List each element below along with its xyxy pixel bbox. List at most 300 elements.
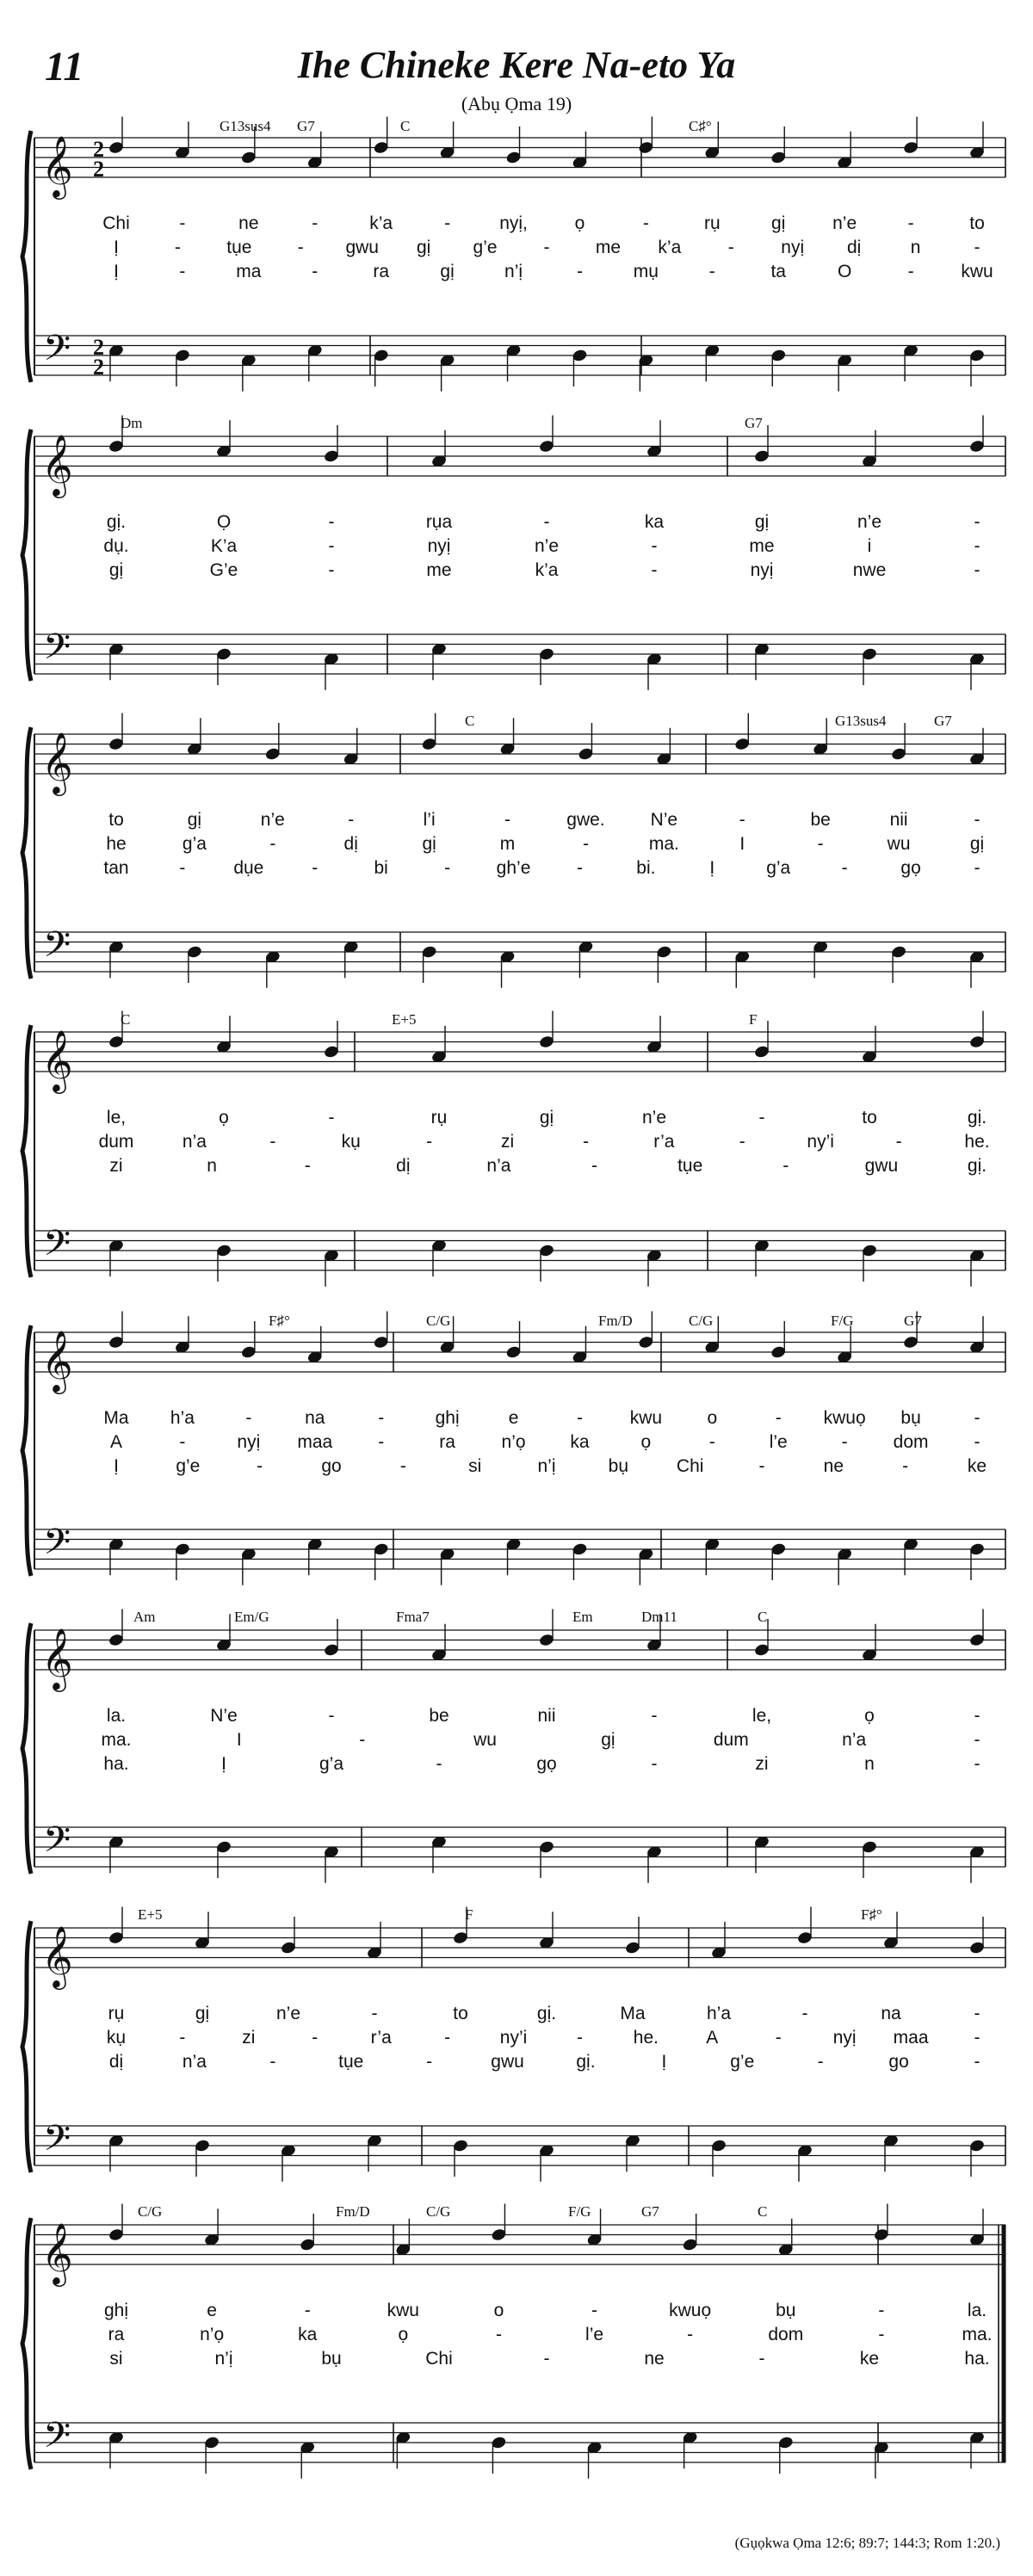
lyric-syllable: n’ọ: [200, 2325, 225, 2344]
lyric-syllable: maa: [297, 1432, 333, 1452]
chord-symbol: F/G: [831, 1313, 854, 1329]
lyric-syllable: Ị: [709, 858, 715, 878]
lyric-syllable: k’a: [369, 213, 393, 233]
bass-clef-icon: 𝄢: [43, 327, 71, 378]
lyric-syllable: dị: [343, 834, 358, 854]
chord-symbol: F♯°: [861, 1906, 882, 1923]
lyric-syllable: dị: [108, 2052, 124, 2072]
lyric-syllable: -: [782, 1156, 789, 1176]
bass-clef-icon: 𝄢: [43, 1521, 71, 1572]
lyric-syllable: -: [312, 858, 319, 878]
lyric-syllable: n’e: [832, 213, 857, 233]
lyric-syllable: g’a: [319, 1754, 344, 1774]
lyric-syllable: i: [867, 536, 872, 556]
lyric-syllable: -: [878, 2325, 885, 2344]
music-system: [22, 1609, 1005, 1883]
lyric-syllable: kụ: [106, 2028, 127, 2048]
lyric-syllable: gọ: [536, 1754, 557, 1774]
lyric-syllable: gwu: [491, 2052, 524, 2072]
lyric-syllable: gị.: [576, 2052, 596, 2072]
lyric-syllable: gị: [539, 1108, 554, 1127]
lyric-syllable: -: [543, 2349, 550, 2369]
chord-symbol: Em/G: [234, 1609, 269, 1625]
lyric-syllable: -: [974, 1408, 980, 1428]
lyric-syllable: zi: [500, 1132, 515, 1152]
chord-symbol: G7: [745, 415, 763, 431]
treble-clef-icon: 𝄞: [41, 731, 73, 794]
lyric-syllable: -: [444, 2028, 451, 2048]
lyric-syllable: to: [862, 1108, 877, 1127]
lyric-syllable: ka: [644, 512, 665, 532]
lyric-syllable: n’ị: [537, 1456, 556, 1476]
lyric-syllable: -: [974, 2052, 980, 2072]
time-signature-lower: 2: [93, 355, 104, 380]
lyric-syllable: -: [576, 262, 583, 281]
lyric-syllable: gị.: [967, 1156, 987, 1176]
treble-clef-icon: 𝄞: [41, 433, 73, 496]
lyric-syllable: -: [269, 834, 276, 854]
lyric-syllable: e: [508, 1408, 519, 1428]
lyric-syllable: Ị: [114, 1456, 119, 1476]
chord-symbol: Em: [572, 1609, 593, 1625]
chord-symbol: C: [121, 1011, 131, 1028]
lyric-syllable: ra: [373, 262, 390, 281]
lyric-syllable: -: [727, 238, 734, 257]
lyric-syllable: G’e: [209, 560, 238, 580]
lyric-syllable: gị.: [106, 512, 127, 532]
lyric-syllable: ke: [967, 1456, 987, 1476]
lyric-syllable: n’e: [260, 810, 285, 830]
lyric-syllable: n’e: [857, 512, 882, 532]
lyric-syllable: -: [576, 858, 583, 878]
lyric-syllable: -: [179, 858, 186, 878]
lyric-syllable: n: [910, 238, 921, 257]
lyric-syllable: g’e: [473, 238, 498, 257]
lyric-syllable: Ị: [114, 262, 119, 281]
lyric-syllable: N’e: [650, 810, 678, 830]
lyric-syllable: r’a: [370, 2028, 392, 2048]
chord-symbol: F/G: [568, 2203, 591, 2220]
lyric-syllable: h’a: [170, 1408, 195, 1428]
music-system: [22, 2203, 1005, 2479]
scripture-references: (Gụọkwa Ọma 12:6; 89:7; 144:3; Rom 1:20.): [734, 2535, 1000, 2551]
lyric-syllable: -: [708, 1432, 715, 1452]
lyric-syllable: n’ị: [504, 262, 523, 281]
lyric-syllable: -: [426, 1132, 433, 1152]
lyric-syllable: nii: [537, 1706, 556, 1726]
bass-clef-icon: 𝄢: [43, 1819, 71, 1869]
lyric-syllable: dụe: [233, 858, 264, 878]
lyric-syllable: kụ: [341, 1132, 361, 1152]
lyric-syllable: he.: [633, 2028, 659, 2048]
lyric-syllable: le,: [752, 1706, 772, 1726]
chord-symbol: C/G: [426, 1313, 451, 1329]
lyric-syllable: -: [359, 1730, 366, 1750]
lyric-syllable: l’e: [585, 2325, 604, 2344]
lyric-syllable: -: [304, 1156, 311, 1176]
lyric-syllable: m: [499, 834, 516, 854]
lyric-syllable: -: [179, 262, 186, 281]
lyric-syllable: -: [312, 262, 319, 281]
lyric-syllable: k’a: [658, 238, 682, 257]
chord-symbol: Am: [133, 1609, 156, 1625]
lyric-syllable: -: [495, 2325, 502, 2344]
lyric-syllable: -: [974, 238, 980, 257]
lyric-syllable: dụ.: [103, 536, 129, 556]
lyric-syllable: kwuọ: [669, 2301, 712, 2320]
lyric-syllable: -: [974, 1706, 980, 1726]
lyric-syllable: gị: [771, 213, 786, 233]
chord-symbol: C: [465, 713, 475, 729]
lyric-syllable: -: [269, 2052, 276, 2072]
lyric-syllable: me: [426, 560, 452, 580]
lyric-syllable: -: [576, 1408, 583, 1428]
lyric-syllable: bụ: [608, 1456, 629, 1476]
lyric-syllable: -: [974, 1432, 980, 1452]
lyric-syllable: -: [817, 834, 824, 854]
lyric-syllable: ma.: [101, 1730, 132, 1750]
lyric-syllable: zi: [755, 1754, 769, 1774]
lyric-syllable: h’a: [706, 2004, 732, 2023]
lyric-syllable: -: [974, 512, 980, 532]
lyric-syllable: kwu: [387, 2301, 420, 2320]
lyric-syllable: -: [642, 213, 649, 233]
chord-symbol: G13sus4: [220, 118, 271, 134]
lyric-syllable: ta: [770, 262, 786, 281]
lyric-syllable: gị: [187, 810, 202, 830]
lyric-syllable: nyị: [781, 238, 805, 257]
lyric-syllable: tụe: [226, 238, 252, 257]
lyric-syllable: nii: [889, 810, 908, 830]
lyric-syllable: ne: [644, 2349, 665, 2369]
treble-clef-icon: 𝄞: [41, 1924, 73, 1987]
lyric-syllable: ra: [108, 2325, 125, 2344]
lyric-syllable: bi.: [636, 858, 656, 878]
treble-clef-icon: 𝄞: [41, 1329, 73, 1392]
lyric-syllable: he: [106, 834, 127, 854]
lyric-syllable: na: [305, 1408, 325, 1428]
hymn-number: 11: [45, 44, 84, 90]
chord-symbol: C♯°: [689, 118, 712, 134]
lyric-syllable: -: [174, 238, 181, 257]
lyric-syllable: kwuọ: [823, 1408, 866, 1428]
lyric-syllable: bi: [374, 858, 388, 878]
hymn-subtitle: (Abụ Ọma 19): [461, 93, 572, 114]
lyric-syllable: tan: [103, 858, 129, 878]
chord-symbol: Fma7: [396, 1609, 430, 1625]
lyric-syllable: gị: [601, 1730, 615, 1750]
chord-symbol: G7: [297, 118, 315, 134]
music-system: [22, 415, 1005, 690]
lyric-syllable: -: [179, 2028, 186, 2048]
lyric-syllable: n’a: [182, 1132, 207, 1152]
lyric-syllable: Chi: [425, 2349, 453, 2369]
treble-clef-icon: 𝄞: [41, 1627, 73, 1690]
chord-symbol: G13sus4: [835, 713, 887, 729]
treble-clef-icon: 𝄞: [41, 1029, 73, 1091]
lyric-syllable: -: [878, 2301, 885, 2320]
lyric-syllable: kwu: [629, 1408, 663, 1428]
lyric-syllable: -: [687, 2325, 694, 2344]
lyric-syllable: si: [109, 2349, 123, 2369]
lyric-syllable: g’e: [730, 2052, 755, 2072]
chord-symbol: C: [400, 118, 411, 134]
lyric-syllable: g’e: [176, 1456, 201, 1476]
chord-symbol: F♯°: [269, 1313, 290, 1329]
lyric-syllable: n’a: [486, 1156, 511, 1176]
lyric-syllable: g’a: [766, 858, 791, 878]
lyric-syllable: rụa: [425, 512, 453, 532]
lyric-syllable: -: [974, 536, 980, 556]
lyric-syllable: -: [179, 1432, 186, 1452]
lyric-syllable: I: [236, 1730, 242, 1750]
chord-symbol: Fm/D: [598, 1313, 633, 1329]
lyric-syllable: gị.: [536, 2004, 557, 2023]
lyric-syllable: -: [312, 213, 319, 233]
lyric-syllable: gị: [440, 262, 455, 281]
music-system: [22, 1011, 1005, 1287]
lyric-syllable: -: [328, 560, 335, 580]
lyric-syllable: ọ: [219, 1108, 229, 1127]
lyric-syllable: Ma: [620, 2004, 646, 2023]
lyric-syllable: be: [810, 810, 831, 830]
lyric-syllable: ọ: [864, 1706, 875, 1726]
lyric-syllable: gwu: [864, 1156, 899, 1176]
lyric-syllable: mụ: [633, 262, 659, 281]
lyric-syllable: -: [304, 2301, 311, 2320]
lyric-syllable: -: [758, 2349, 765, 2369]
lyric-syllable: bụ: [776, 2301, 796, 2320]
chord-symbol: E+5: [392, 1011, 417, 1028]
lyric-syllable: nyị: [237, 1432, 261, 1452]
lyric-syllable: -: [444, 858, 451, 878]
time-signature-lower: 2: [93, 157, 104, 182]
lyric-syllable: r’a: [653, 1132, 675, 1152]
chord-symbol: C/G: [138, 2203, 163, 2220]
lyric-syllable: -: [651, 1754, 658, 1774]
lyric-syllable: dom: [768, 2325, 804, 2344]
chord-symbol: F: [465, 1906, 473, 1923]
lyric-syllable: -: [328, 1108, 335, 1127]
chord-symbol: C/G: [426, 2203, 451, 2220]
lyric-syllable: -: [576, 2028, 583, 2048]
lyric-syllable: -: [257, 1456, 263, 1476]
lyric-syllable: gị: [416, 238, 431, 257]
lyric-syllable: I: [739, 834, 745, 854]
lyric-syllable: Ị: [221, 1754, 226, 1774]
lyric-syllable: -: [801, 2004, 808, 2023]
lyric-syllable: gwu: [345, 238, 379, 257]
lyric-syllable: -: [739, 810, 745, 830]
lyric-syllable: -: [651, 560, 658, 580]
music-system: [22, 1906, 1005, 2182]
lyric-syllable: -: [504, 810, 511, 830]
lyric-syllable: -: [444, 213, 451, 233]
chord-symbol: F: [749, 1011, 758, 1028]
lyric-syllable: o: [707, 1408, 718, 1428]
lyric-syllable: g’a: [182, 834, 207, 854]
lyric-syllable: N’e: [210, 1706, 238, 1726]
lyric-syllable: -: [297, 238, 304, 257]
lyric-syllable: ma.: [648, 834, 679, 854]
lyric-syllable: gị: [108, 560, 124, 580]
lyric-syllable: -: [328, 1706, 335, 1726]
lyric-syllable: me: [595, 238, 622, 257]
lyric-syllable: rụ: [703, 213, 721, 233]
lyric-syllable: Ọ: [216, 512, 232, 532]
lyric-syllable: -: [378, 1408, 385, 1428]
lyric-syllable: -: [426, 2052, 433, 2072]
chord-symbol: Dm: [121, 415, 143, 431]
chord-symbol: G7: [904, 1313, 922, 1329]
lyric-syllable: -: [708, 262, 715, 281]
lyric-syllable: le,: [106, 1108, 127, 1127]
lyric-syllable: n’e: [275, 2004, 301, 2023]
lyric-syllable: -: [591, 1156, 598, 1176]
lyric-syllable: -: [651, 536, 658, 556]
lyric-syllable: l’i: [423, 810, 436, 830]
lyric-syllable: he.: [964, 1132, 990, 1152]
treble-clef-icon: 𝄞: [41, 134, 73, 197]
lyric-syllable: ha.: [964, 2349, 990, 2369]
lyric-syllable: l’e: [769, 1432, 788, 1452]
lyric-syllable: zi: [242, 2028, 256, 2048]
chord-symbol: C: [758, 2203, 768, 2220]
lyric-syllable: -: [974, 1730, 980, 1750]
lyric-syllable: to: [108, 810, 124, 830]
lyric-syllable: ne: [823, 1456, 844, 1476]
lyric-syllable: n: [864, 1754, 875, 1774]
lyric-syllable: Chi: [102, 213, 130, 233]
lyric-syllable: ka: [298, 2325, 318, 2344]
lyric-syllable: n’ọ: [501, 1432, 526, 1452]
lyric-syllable: rụ: [430, 1108, 448, 1127]
lyric-syllable: ọ: [640, 1432, 652, 1452]
lyric-syllable: -: [895, 1132, 902, 1152]
lyric-syllable: gh’e: [496, 858, 531, 878]
lyric-syllable: -: [775, 2028, 782, 2048]
lyric-syllable: dị: [846, 238, 862, 257]
lyric-syllable: ne: [238, 213, 259, 233]
lyric-syllable: ọ: [574, 213, 585, 233]
lyric-syllable: maa: [893, 2028, 929, 2048]
lyric-syllable: -: [974, 2004, 980, 2023]
lyric-syllable: -: [348, 810, 355, 830]
lyric-syllable: go: [321, 1456, 342, 1476]
lyric-syllable: ka: [570, 1432, 590, 1452]
lyric-syllable: gị: [969, 834, 985, 854]
bass-clef-icon: 𝄢: [43, 2117, 71, 2168]
lyric-syllable: -: [775, 1408, 782, 1428]
lyric-syllable: nyị: [750, 560, 774, 580]
lyric-syllable: o: [493, 2301, 504, 2320]
lyric-syllable: -: [739, 1132, 745, 1152]
lyric-syllable: -: [245, 1408, 252, 1428]
lyric-syllable: -: [582, 834, 589, 854]
lyric-syllable: n’ị: [214, 2349, 233, 2369]
bass-clef-icon: 𝄢: [43, 1222, 71, 1273]
music-system: [22, 1312, 1005, 1585]
lyric-syllable: -: [371, 2004, 378, 2023]
lyric-syllable: na: [881, 2004, 901, 2023]
lyric-syllable: ghị: [435, 1408, 460, 1428]
lyric-syllable: ọ: [398, 2325, 409, 2344]
chord-symbol: E+5: [138, 1906, 163, 1923]
lyric-syllable: -: [312, 2028, 319, 2048]
lyric-syllable: nyị: [427, 536, 451, 556]
lyric-syllable: tụe: [338, 2052, 364, 2072]
bass-clef-icon: 𝄢: [43, 924, 71, 974]
time-signature-upper: 2: [93, 335, 104, 360]
lyric-syllable: -: [436, 1754, 442, 1774]
lyric-syllable: gị: [195, 2004, 210, 2023]
lyric-syllable: Ị: [661, 2052, 667, 2072]
chord-symbol: G7: [934, 713, 952, 729]
bass-clef-icon: 𝄢: [43, 626, 71, 676]
lyric-syllable: kwu: [961, 262, 993, 281]
lyric-syllable: go: [888, 2052, 909, 2072]
lyric-syllable: to: [453, 2004, 468, 2023]
chord-symbol: G7: [641, 2203, 659, 2220]
lyric-syllable: si: [468, 1456, 482, 1476]
lyric-syllable: Ma: [103, 1408, 129, 1428]
lyric-syllable: k’a: [535, 560, 559, 580]
lyric-syllable: ke: [859, 2349, 880, 2369]
lyric-syllable: -: [907, 262, 914, 281]
lyric-syllable: n’a: [842, 1730, 867, 1750]
lyric-syllable: nyị,: [499, 213, 528, 233]
lyric-syllable: ny’i: [807, 1132, 834, 1152]
music-system: [22, 713, 1005, 988]
lyric-syllable: A: [706, 2028, 719, 2048]
lyric-syllable: -: [841, 1432, 848, 1452]
music-system: [22, 117, 1005, 392]
lyric-syllable: gwe.: [566, 810, 605, 830]
lyric-syllable: to: [969, 213, 985, 233]
lyric-syllable: be: [429, 1706, 449, 1726]
chord-symbol: Dm11: [641, 1609, 677, 1625]
lyric-syllable: me: [749, 536, 775, 556]
lyric-syllable: -: [328, 536, 335, 556]
lyric-syllable: -: [902, 1456, 909, 1476]
lyric-syllable: -: [758, 1456, 765, 1476]
lyric-syllable: -: [974, 2028, 980, 2048]
lyric-syllable: ma.: [962, 2325, 993, 2344]
lyric-syllable: la.: [967, 2301, 987, 2320]
lyric-syllable: Chi: [676, 1456, 704, 1476]
lyric-syllable: -: [651, 1706, 658, 1726]
treble-clef-icon: 𝄞: [41, 2221, 73, 2284]
lyric-syllable: -: [974, 810, 980, 830]
lyric-syllable: dị: [396, 1156, 411, 1176]
lyric-syllable: -: [974, 1754, 980, 1774]
lyric-syllable: -: [974, 560, 980, 580]
lyric-syllable: -: [543, 238, 550, 257]
lyric-syllable: -: [328, 512, 335, 532]
lyric-syllable: dum: [713, 1730, 749, 1750]
lyric-syllable: O: [837, 262, 852, 281]
lyric-syllable: ra: [439, 1432, 455, 1452]
lyric-syllable: -: [179, 213, 186, 233]
lyric-syllable: gị.: [967, 1108, 987, 1127]
time-signature-upper: 2: [93, 137, 104, 162]
lyric-syllable: -: [758, 1108, 765, 1127]
lyric-syllable: Ị: [114, 238, 119, 257]
lyric-syllable: gị: [754, 512, 770, 532]
lyric-syllable: dom: [893, 1432, 929, 1452]
lyric-syllable: -: [269, 1132, 276, 1152]
lyric-syllable: ghị: [103, 2301, 129, 2320]
